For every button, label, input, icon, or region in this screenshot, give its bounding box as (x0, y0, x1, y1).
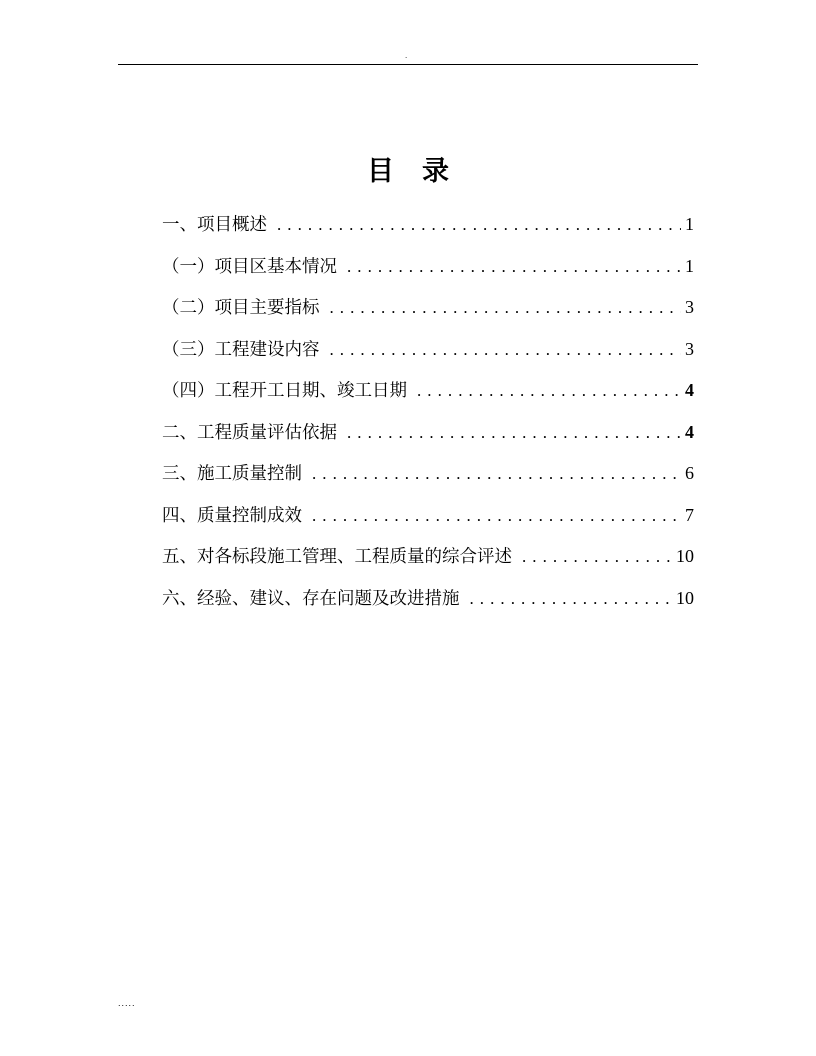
toc-dot-leader (277, 207, 681, 243)
header-mark: . (405, 51, 408, 60)
footer-mark: ..... (118, 998, 136, 1008)
toc-entry[interactable] (162, 289, 694, 331)
toc-entry-text: 四、质量控制成效 (162, 505, 302, 526)
toc-title: 目录 (367, 156, 477, 187)
toc-page-number: 1 (685, 214, 694, 234)
toc-entry[interactable] (162, 414, 694, 456)
toc-dot-leader (522, 539, 672, 575)
toc-list (162, 206, 694, 621)
header-rule (118, 64, 698, 65)
toc-entry-text: （四）工程开工日期、竣工日期 (162, 381, 407, 401)
toc-entry-text: 六、经验、建议、存在问题及改进措施 (162, 588, 460, 609)
toc-entry-text: 三、施工质量控制 (162, 464, 302, 484)
toc-entry[interactable] (162, 538, 694, 580)
toc-page-number: 7 (685, 504, 694, 525)
toc-dot-leader (330, 290, 682, 326)
toc-page-number: 10 (676, 546, 694, 566)
toc-page-number: 1 (685, 255, 694, 276)
toc-dot-leader (312, 498, 681, 534)
toc-entry[interactable] (162, 206, 694, 248)
toc-page-number: 10 (676, 587, 694, 608)
toc-entry[interactable] (162, 455, 694, 497)
toc-dot-leader (330, 332, 682, 368)
toc-page-number: 6 (685, 463, 694, 483)
toc-entry[interactable] (162, 372, 694, 414)
toc-page-number: 3 (685, 338, 694, 359)
toc-page-number: 4 (685, 421, 694, 442)
toc-dot-leader (347, 249, 681, 285)
toc-entry[interactable] (162, 331, 694, 373)
toc-dot-leader (417, 373, 681, 409)
toc-entry-text: 一、项目概述 (162, 215, 267, 235)
toc-entry[interactable] (162, 580, 694, 622)
toc-entry-text: 二、工程质量评估依据 (162, 422, 337, 443)
toc-page-number: 3 (685, 297, 694, 317)
toc-entry-text: （二）项目主要指标 (162, 298, 320, 318)
toc-entry-text: （三）工程建设内容 (162, 339, 320, 360)
toc-entry[interactable] (162, 497, 694, 539)
toc-entry-text: （一）项目区基本情况 (162, 256, 337, 277)
toc-dot-leader (347, 415, 681, 451)
toc-entry-text: 五、对各标段施工管理、工程质量的综合评述 (162, 547, 512, 567)
toc-dot-leader (470, 581, 673, 617)
toc-entry[interactable] (162, 248, 694, 290)
toc-dot-leader (312, 456, 681, 492)
toc-page-number: 4 (685, 380, 694, 400)
